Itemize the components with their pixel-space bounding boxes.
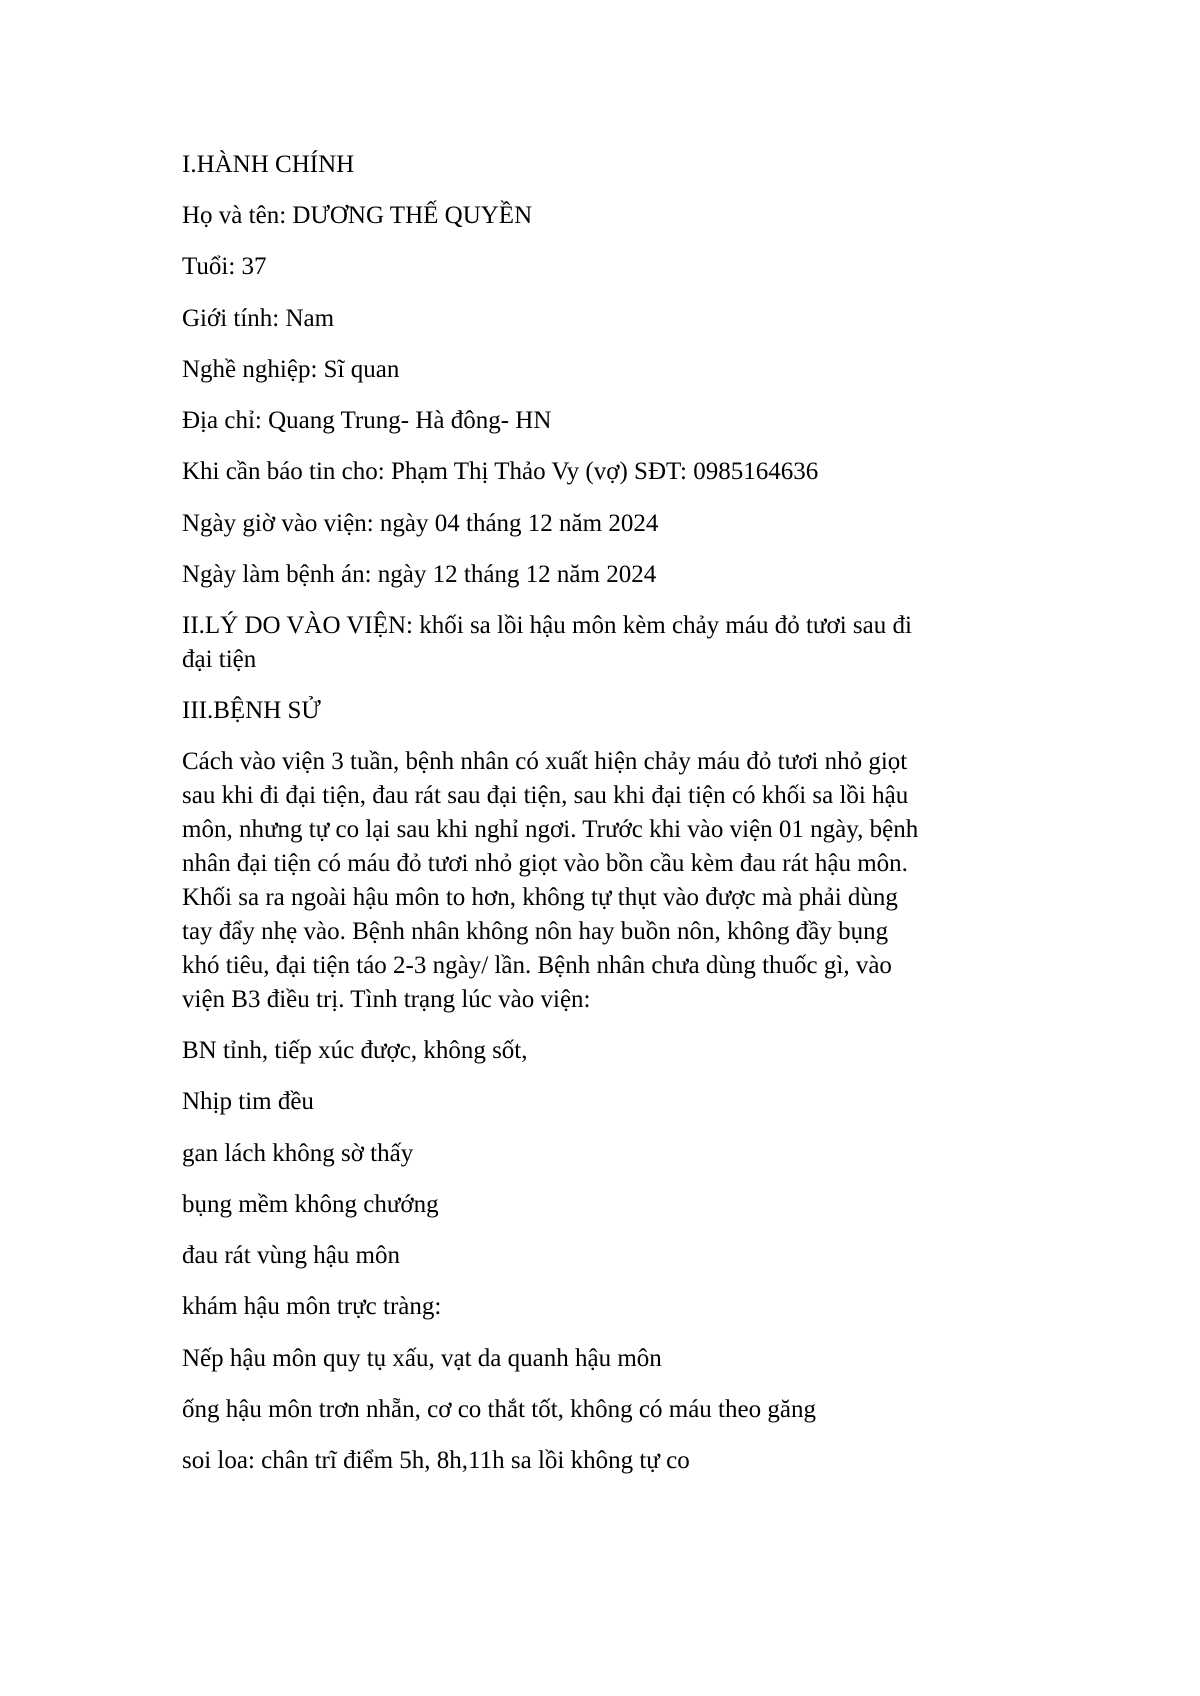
history-line: Khối sa ra ngoài hậu môn to hơn, không tự thụt vào được mà phải dùng	[182, 884, 898, 911]
history-line: nhân đại tiện có máu đỏ tươi nhỏ giọt vào bồn cầu kèm đau rát hậu môn.	[182, 850, 908, 877]
finding-line: bụng mềm không chướng	[182, 1191, 439, 1218]
reason-for-admission-line-1: II.LÝ DO VÀO VIỆN: khối sa lồi hậu môn kèm chảy máu đỏ tươi sau đi	[182, 612, 912, 639]
patient-occupation: Nghề nghiệp: Sĩ quan	[182, 356, 400, 383]
history-line: Cách vào viện 3 tuần, bệnh nhân có xuất hiện chảy máu đỏ tươi nhỏ giọt	[182, 748, 908, 775]
finding-line: BN tỉnh, tiếp xúc được, không sốt,	[182, 1037, 528, 1064]
record-date: Ngày làm bệnh án: ngày 12 tháng 12 năm 2024	[182, 561, 657, 588]
patient-gender: Giới tính: Nam	[182, 305, 335, 332]
history-line: sau khi đi đại tiện, đau rát sau đại tiện, sau khi đại tiện có khối sa lồi hậu	[182, 782, 909, 809]
patient-age: Tuổi: 37	[182, 253, 267, 280]
finding-line: ống hậu môn trơn nhẵn, cơ co thắt tốt, không có máu theo găng	[182, 1396, 816, 1423]
history-line: khó tiêu, đại tiện táo 2-3 ngày/ lần. Bệnh nhân chưa dùng thuốc gì, vào	[182, 952, 892, 979]
history-line: tay đẩy nhẹ vào. Bệnh nhân không nôn hay buồn nôn, không đầy bụng	[182, 918, 889, 945]
finding-line: khám hậu môn trực tràng:	[182, 1293, 442, 1320]
finding-line: gan lách không sờ thấy	[182, 1140, 414, 1167]
section-heading-medical-history: III.BỆNH SỬ	[182, 697, 321, 724]
patient-name: Họ và tên: DƯƠNG THẾ QUYỀN	[182, 202, 533, 229]
finding-line: đau rát vùng hậu môn	[182, 1242, 401, 1269]
history-line: viện B3 điều trị. Tình trạng lúc vào viện:	[182, 986, 591, 1013]
history-line: môn, nhưng tự co lại sau khi nghỉ ngơi. Trước khi vào viện 01 ngày, bệnh	[182, 816, 919, 843]
finding-line: Nếp hậu môn quy tụ xấu, vạt da quanh hậu môn	[182, 1345, 662, 1372]
finding-line: soi loa: chân trĩ điểm 5h, 8h,11h sa lồi không tự co	[182, 1447, 690, 1474]
admission-date: Ngày giờ vào viện: ngày 04 tháng 12 năm 2024	[182, 510, 659, 537]
patient-address: Địa chỉ: Quang Trung- Hà đông- HN	[182, 407, 552, 434]
finding-line: Nhịp tim đều	[182, 1088, 314, 1115]
reason-for-admission-line-2: đại tiện	[182, 646, 257, 673]
emergency-contact: Khi cần báo tin cho: Phạm Thị Thảo Vy (vợ) SĐT: 0985164636	[182, 458, 819, 485]
section-heading-administrative: I.HÀNH CHÍNH	[182, 151, 355, 178]
